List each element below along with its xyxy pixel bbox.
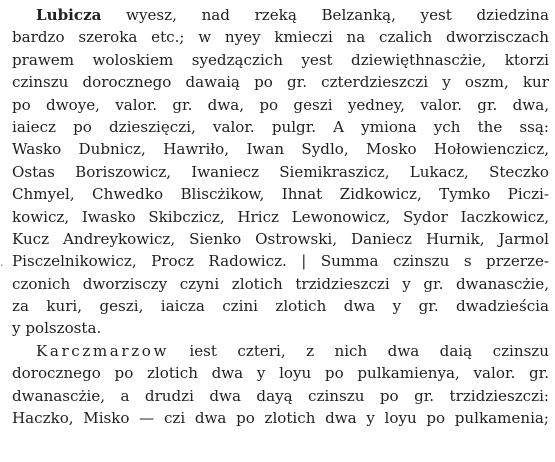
text-line <box>12 4 549 26</box>
paragraph-karczmarzow <box>12 340 549 430</box>
text-line: bardzo szeroka etc.; w nyey kmieczi na czalich dworzisczach <box>12 28 549 47</box>
text-line: Ostas Boriszowicz, Iwaniecz Siemikraszicz, Lukacz, Steczko <box>12 162 549 181</box>
text-line: kowicz, Iwasko Skibczicz, Hricz Lewonowicz, Sydor Iaczkowicz, <box>12 207 549 226</box>
text-line: Kucz Andreykowicz, Sienko Ostrowski, Daniecz Hurnik, Jarmol <box>12 229 549 248</box>
text-line: iaiecz po dzieszięczi, valor. pulgr. A ymiona ych the ssą: <box>12 117 549 136</box>
text-line: Wasko Dubnicz, Hawriło, Iwan Sydlo, Mosko Hołowienczicz, <box>12 140 549 159</box>
text-line: Pisczelnikowicz, Procz Radowicz. | Summa czinszu s przerze- <box>12 252 549 271</box>
line-text: iest czteri, z nich dwa daią czinszu <box>168 341 549 360</box>
text-line: y polszosta. <box>12 319 102 338</box>
text-line: prawem woloskiem syedzączich yest dziewięthnascżie, ktorzi <box>12 50 549 69</box>
margin-mark: . <box>0 256 4 269</box>
lead-word: Karczmarzow <box>36 341 169 360</box>
text-line: po dwoye, valor. gr. dwa, po geszi yedney, valor. gr. dwa, <box>12 95 549 114</box>
text-line: czinszu dorocznego dawaią po gr. czterdzieszczi y oszm, kur <box>12 73 549 92</box>
line-text: wyesz, nad rzeką Belzanką, yest dziedzina <box>101 6 549 24</box>
text-line <box>12 340 549 362</box>
text-line: Haczko, Misko — czi dwa po zlotich dwa y loyu po pulkamenia; <box>12 409 549 428</box>
text-line: dwanascżie, a drudzi dwa dayą czinszu po gr. trzidzieszczi: <box>12 386 549 405</box>
paragraph-lubicza <box>12 4 549 340</box>
text-line: czonich dworzisczy czyni zlotich trzidzieszczi y gr. dwanascżie, <box>12 274 549 293</box>
text-line: dorocznego po zlotich dwa y loyu po pulkamienya, valor. gr. <box>12 364 549 383</box>
lead-word: Lubicza <box>36 6 102 24</box>
text-line: Chmyel, Chwedko Bliscżikow, Ihnat Zidkowicz, Tymko Piczi- <box>12 185 549 204</box>
text-line: za kuri, geszi, iaicza czini zlotich dwa y gr. dwadzieścia <box>12 297 549 316</box>
